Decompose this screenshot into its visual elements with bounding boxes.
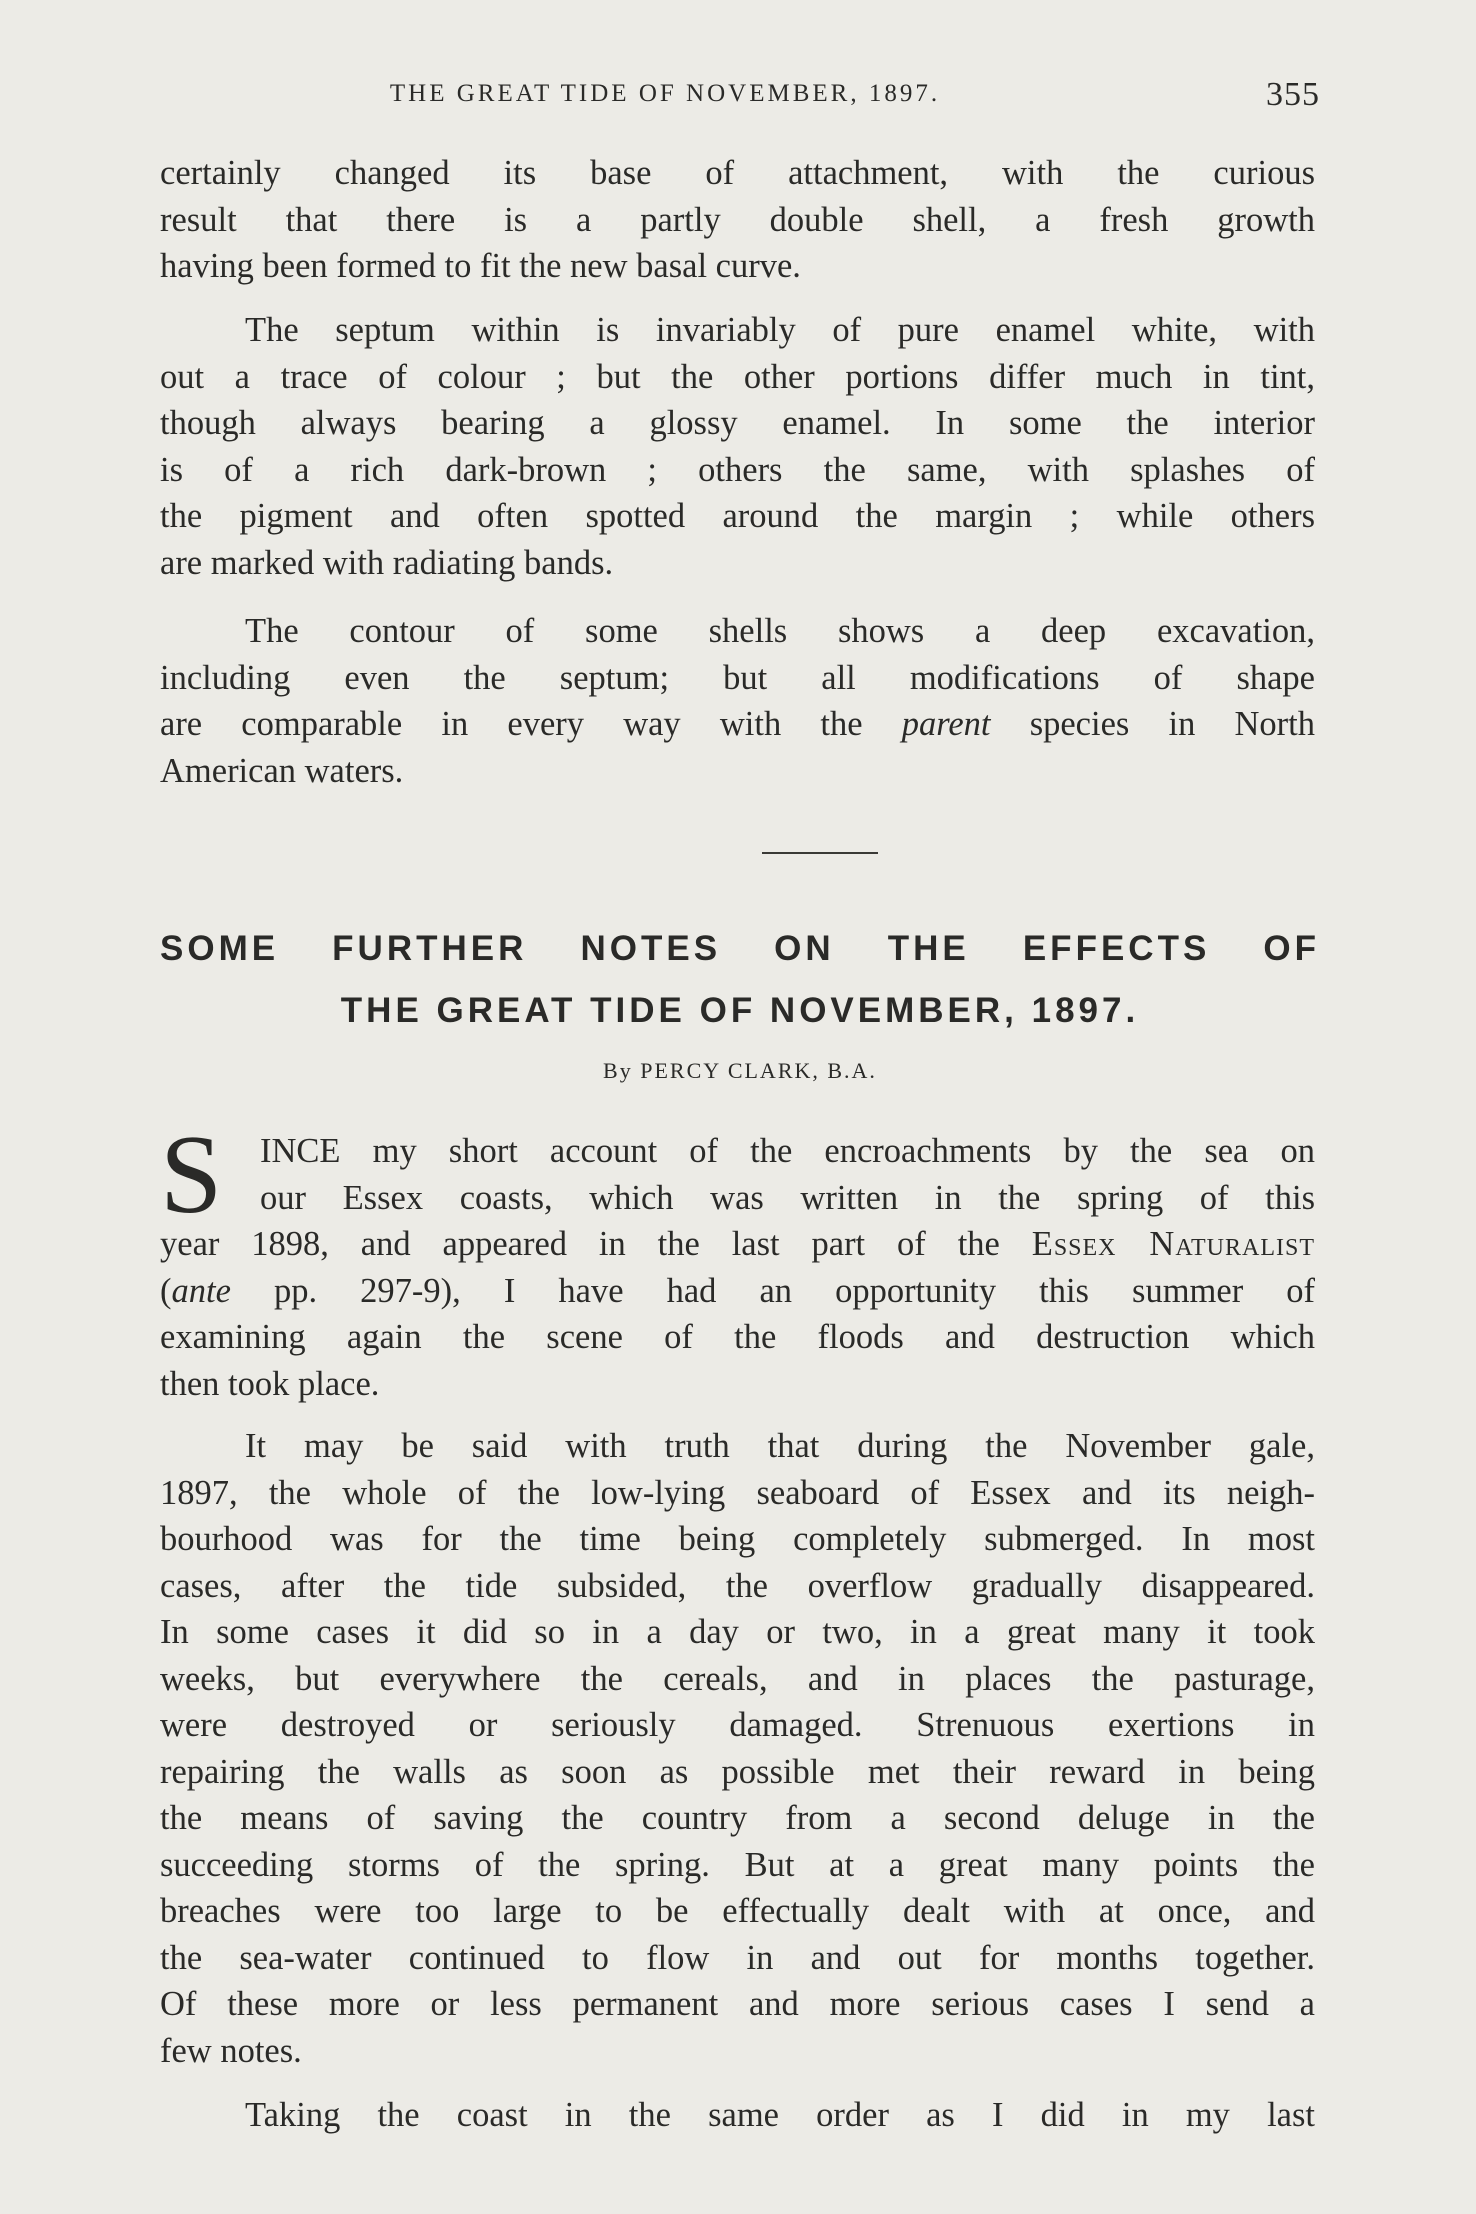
prev-article-paragraph-3 <box>160 608 1315 794</box>
text-line: 1897, the whole of the low-lying seaboard of Essex and its neigh- <box>160 1473 1315 1512</box>
text-line: the sea-water continued to flow in and out for months together. <box>160 1938 1315 1977</box>
article-title-line: THE GREAT TIDE OF NOVEMBER, 1897. <box>340 991 1140 1030</box>
text-line <box>160 1221 1315 1268</box>
text-line: bourhood was for the time being completely submerged. In most <box>160 1520 1315 1558</box>
text-span: ( <box>160 1271 172 1310</box>
text-line: including even the septum; but all modifications of shape <box>160 658 1315 697</box>
text-line: Taking the coast in the same order as I did in my last <box>245 2096 1315 2134</box>
article-paragraph-2 <box>160 1423 1315 2074</box>
journal-name: Essex Naturalist <box>1031 1225 1315 1263</box>
text-line: breaches were too large to be effectually dealt with at once, and <box>160 1892 1315 1930</box>
text-line: The contour of some shells shows a deep excavation, <box>245 612 1315 650</box>
text-line: repairing the walls as soon as possible met their reward in being <box>160 1752 1315 1791</box>
text-line: examining again the scene of the floods and destruction which <box>160 1318 1315 1356</box>
text-line: are marked with radiating bands. <box>160 543 614 582</box>
text-span: pp. 297-9), I have had an opportunity this summer of <box>230 1271 1315 1310</box>
text-line: our Essex coasts, which was written in the spring of this <box>260 1178 1315 1217</box>
byline: By PERCY CLARK, B.A. <box>603 1058 877 1083</box>
text-line: then took place. <box>160 1364 380 1403</box>
text-line: though always bearing a glossy enamel. In some the interior <box>160 404 1315 442</box>
text-line: succeeding storms of the spring. But at a great many points the <box>160 1845 1315 1884</box>
text-span: species in North <box>990 705 1316 743</box>
article-title <box>160 918 1320 1042</box>
text-line: cases, after the tide subsided, the overflow gradually disappeared. <box>160 1566 1315 1605</box>
text-line: were destroyed or seriously damaged. Strenuous exertions in <box>160 1706 1315 1744</box>
drop-cap: S <box>160 1113 223 1237</box>
text-line: having been formed to fit the new basal curve. <box>160 247 801 285</box>
text-line: Of these more or less permanent and more serious cases I send a <box>160 1985 1315 2023</box>
italic-word: ante <box>171 1271 231 1310</box>
running-title: THE GREAT TIDE OF NOVEMBER, 1897. <box>389 80 941 107</box>
page-number: 355 <box>1266 76 1320 113</box>
section-divider <box>762 852 878 854</box>
text-line: American waters. <box>160 751 404 790</box>
text-line: result that there is a partly double shell, a fresh growth <box>160 200 1315 239</box>
text-line <box>160 701 1315 748</box>
article-title-line: SOME FURTHER NOTES ON THE EFFECTS OF <box>160 929 1320 968</box>
article-paragraph-3 <box>160 2092 1315 2139</box>
italic-word: parent <box>901 705 991 743</box>
prev-article-paragraph-1 <box>160 150 1315 290</box>
text-line: It may be said with truth that during the November gale, <box>245 1427 1315 1465</box>
article-paragraph-1 <box>160 1128 1315 1407</box>
text-line: The septum within is invariably of pure enamel white, with <box>245 311 1315 349</box>
text-line: the pigment and often spotted around the margin ; while others <box>160 497 1315 535</box>
text-line <box>160 1268 1315 1315</box>
text-line: few notes. <box>160 2031 302 2070</box>
text-span: year 1898, and appeared in the last part of the <box>160 1225 1032 1263</box>
text-line: INCE my short account of the encroachments by the sea on <box>260 1132 1315 1170</box>
text-line: out a trace of colour ; but the other portions differ much in tint, <box>160 357 1315 396</box>
text-line: In some cases it did so in a day or two, in a great many it took <box>160 1613 1315 1651</box>
text-line: is of a rich dark-brown ; others the same, with splashes of <box>160 450 1315 489</box>
text-line: certainly changed its base of attachment, with the curious <box>160 154 1315 192</box>
text-line: the means of saving the country from a second deluge in the <box>160 1799 1315 1837</box>
text-span: are comparable in every way with the <box>160 705 902 743</box>
text-line: weeks, but everywhere the cereals, and in places the pasturage, <box>160 1659 1315 1698</box>
running-head <box>160 72 1320 132</box>
prev-article-paragraph-2 <box>160 307 1315 586</box>
